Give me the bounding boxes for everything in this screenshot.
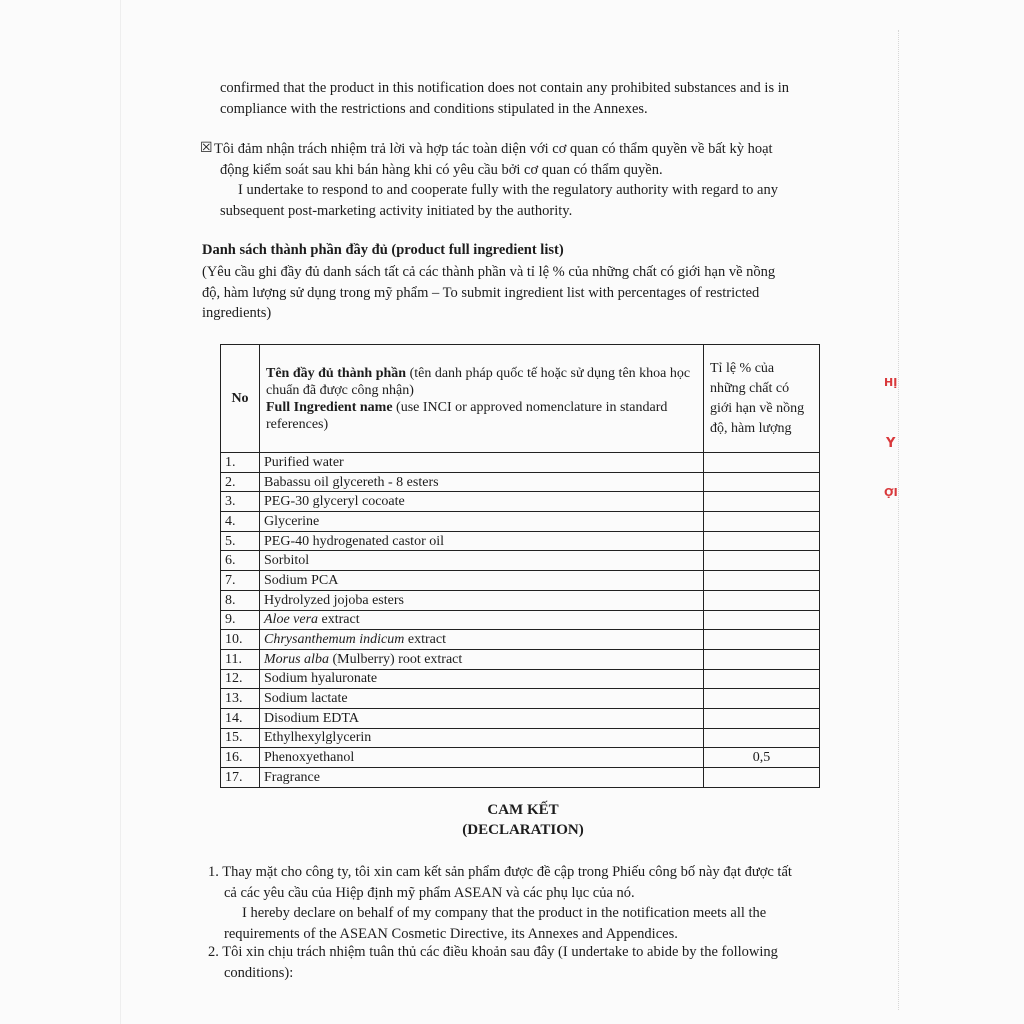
intro-line-1: confirmed that the product in this notification does not contain any prohibited substances and is in <box>220 80 790 96</box>
declaration-item-1-en-line-1: I hereby declare on behalf of my company that the product in the notification meets all the <box>242 905 767 921</box>
row-percentage: 0,5 <box>704 748 820 768</box>
row-ingredient-name <box>260 512 704 532</box>
ingredient-italic-part: Aloe vera <box>264 612 319 628</box>
ingredient-name-text: Purified water <box>264 454 344 470</box>
header-name-vi-bold: Tên đầy đủ thành phần <box>266 365 407 381</box>
declaration-item-2-line-1: 2. Tôi xin chịu trách nhiệm tuân thủ các điều khoản sau đây (I undertake to abide by the following <box>208 944 778 960</box>
row-percentage <box>704 531 820 551</box>
declaration-item-1-vi-line-2: cả các yêu cầu của Hiệp định mỹ phẩm ASEAN và các phụ lục của nó. <box>224 884 635 901</box>
ingredient-name-text: PEG-30 glyceryl cocoate <box>264 494 405 510</box>
ingredient-italic-part: Morus alba <box>264 651 329 667</box>
table-row <box>221 512 820 532</box>
table-row <box>221 630 820 650</box>
undertake-vi-line-2: động kiểm soát sau khi bán hàng khi có yêu cầu bởi cơ quan có thẩm quyền. <box>220 161 663 178</box>
header-ingredient-name <box>260 345 704 453</box>
ingredient-name-text: (Mulberry) root extract <box>328 651 463 667</box>
ingredient-italic-part: Chrysanthemum indicum <box>264 632 405 648</box>
scan-artifact <box>898 30 905 1010</box>
ingredient-name-text: Sodium hyaluronate <box>264 671 378 687</box>
row-percentage <box>704 453 820 473</box>
ingredient-name-text: Ethylhexylglycerin <box>264 730 372 746</box>
declaration-item-1-vi-line-1: 1. Thay mặt cho công ty, tôi xin cam kết sản phẩm được đề cập trong Phiếu công bố này đạt được tất <box>208 864 792 880</box>
table-row <box>221 748 820 768</box>
ingredient-table <box>220 344 820 788</box>
row-ingredient-name <box>260 453 704 473</box>
row-percentage <box>704 571 820 591</box>
row-number: 3. <box>221 492 260 512</box>
row-number: 4. <box>221 512 260 532</box>
ingredient-name-text: Sorbitol <box>264 553 310 569</box>
ingredient-desc-line-1: (Yêu cầu ghi đầy đủ danh sách tất cả các thành phần và tỉ lệ % của những chất có giới hạn về nồng <box>202 264 776 280</box>
table-row <box>221 531 820 551</box>
row-number: 14. <box>221 708 260 728</box>
header-no: No <box>221 345 260 453</box>
row-ingredient-name <box>260 630 704 650</box>
row-number: 15. <box>221 728 260 748</box>
declaration-title-en: (DECLARATION) <box>462 822 584 838</box>
intro-paragraph <box>220 78 832 119</box>
row-ingredient-name <box>260 768 704 788</box>
table-row <box>221 689 820 709</box>
ingredient-name-text: Glycerine <box>264 513 320 529</box>
row-ingredient-name <box>260 551 704 571</box>
table-row <box>221 590 820 610</box>
row-ingredient-name <box>260 708 704 728</box>
ingredient-desc-line-3: ingredients) <box>202 305 272 321</box>
row-number: 7. <box>221 571 260 591</box>
row-percentage <box>704 669 820 689</box>
ingredient-name-text: PEG-40 hydrogenated castor oil <box>264 533 445 549</box>
page-left-edge <box>120 0 121 1024</box>
table-row <box>221 728 820 748</box>
header-percentage: Tỉ lệ % của những chất có giới hạn về nồng độ, hàm lượng <box>704 345 820 453</box>
ingredient-name-text: extract <box>318 612 360 628</box>
ingredient-name-text: Sodium PCA <box>264 572 339 588</box>
row-percentage <box>704 551 820 571</box>
row-number: 1. <box>221 453 260 473</box>
ingredient-name-text: Disodium EDTA <box>264 710 359 726</box>
ingredient-section-description <box>202 262 833 324</box>
row-ingredient-name <box>260 669 704 689</box>
row-number: 8. <box>221 590 260 610</box>
table-header-row <box>221 345 820 453</box>
declaration-item-2-line-2: conditions): <box>224 964 294 981</box>
row-number: 6. <box>221 551 260 571</box>
declaration-item-2 <box>208 942 838 983</box>
row-percentage <box>704 728 820 748</box>
table-row <box>221 669 820 689</box>
ingredient-desc-line-2: độ, hàm lượng sử dụng trong mỹ phẩm – To submit ingredient list with percentages of restricted <box>202 284 760 301</box>
table-row <box>221 492 820 512</box>
row-percentage <box>704 512 820 532</box>
row-ingredient-name <box>260 728 704 748</box>
declaration-item-1-en-line-2: requirements of the ASEAN Cosmetic Directive, its Annexes and Appendices. <box>224 925 678 942</box>
row-percentage <box>704 472 820 492</box>
table-row <box>221 453 820 473</box>
table-row <box>221 551 820 571</box>
ingredient-name-text: Babassu oil glycereth - 8 esters <box>264 474 439 490</box>
undertake-en-line-2: subsequent post-marketing activity initiated by the authority. <box>220 202 573 219</box>
undertake-vi-line-1: Tôi đảm nhận trách nhiệm trả lời và hợp tác toàn diện với cơ quan có thẩm quyền về bất kỳ hoạt <box>214 141 773 157</box>
stamp-fragment-2: Y <box>886 436 896 451</box>
row-ingredient-name <box>260 610 704 630</box>
row-ingredient-name <box>260 472 704 492</box>
row-number: 13. <box>221 689 260 709</box>
ingredient-name-text: extract <box>404 632 446 648</box>
intro-line-2: compliance with the restrictions and conditions stipulated in the Annexes. <box>220 100 648 117</box>
header-name-en-bold: Full Ingredient name <box>266 399 393 415</box>
row-number: 5. <box>221 531 260 551</box>
ingredient-name-text: Hydrolyzed jojoba esters <box>264 592 404 608</box>
table-row <box>221 472 820 492</box>
row-percentage <box>704 590 820 610</box>
stamp-fragment-1: HỊ <box>884 376 898 389</box>
row-ingredient-name <box>260 571 704 591</box>
ingredient-name-text: Phenoxyethanol <box>264 750 355 766</box>
row-ingredient-name <box>260 531 704 551</box>
row-number: 16. <box>221 748 260 768</box>
undertake-paragraph <box>214 139 832 221</box>
checkbox-checked-icon: ☒ <box>200 141 213 156</box>
row-number: 9. <box>221 610 260 630</box>
table-row <box>221 768 820 788</box>
table-row <box>221 571 820 591</box>
row-percentage <box>704 768 820 788</box>
row-number: 17. <box>221 768 260 788</box>
row-number: 10. <box>221 630 260 650</box>
row-percentage <box>704 492 820 512</box>
row-ingredient-name <box>260 748 704 768</box>
ingredient-name-text: Sodium lactate <box>264 691 348 707</box>
row-ingredient-name <box>260 492 704 512</box>
row-number: 2. <box>221 472 260 492</box>
ingredient-table-body <box>221 453 820 788</box>
row-percentage <box>704 610 820 630</box>
row-ingredient-name <box>260 590 704 610</box>
header-name-en-rest: (use INCI or approved nomenclature in standard references) <box>266 399 668 432</box>
declaration-item-1 <box>208 862 838 944</box>
row-number: 12. <box>221 669 260 689</box>
row-ingredient-name <box>260 689 704 709</box>
row-percentage <box>704 689 820 709</box>
row-number: 11. <box>221 649 260 669</box>
row-percentage <box>704 630 820 650</box>
row-percentage <box>704 649 820 669</box>
ingredient-section-title: Danh sách thành phần đầy đủ (product full ingredient list) <box>202 242 564 258</box>
undertake-en-line-1: I undertake to respond to and cooperate fully with the regulatory authority with regard to any <box>238 182 778 198</box>
header-name-vi-rest: (tên danh pháp quốc tế hoặc sử dụng tên khoa học chuẩn đã được công nhận) <box>266 365 691 398</box>
row-ingredient-name <box>260 649 704 669</box>
declaration-title-vi: CAM KẾT <box>487 802 559 818</box>
ingredient-name-text: Fragrance <box>264 769 320 785</box>
stamp-fragment-3: ỢI <box>884 486 898 499</box>
table-row <box>221 610 820 630</box>
table-row <box>221 649 820 669</box>
row-percentage <box>704 708 820 728</box>
table-row <box>221 708 820 728</box>
